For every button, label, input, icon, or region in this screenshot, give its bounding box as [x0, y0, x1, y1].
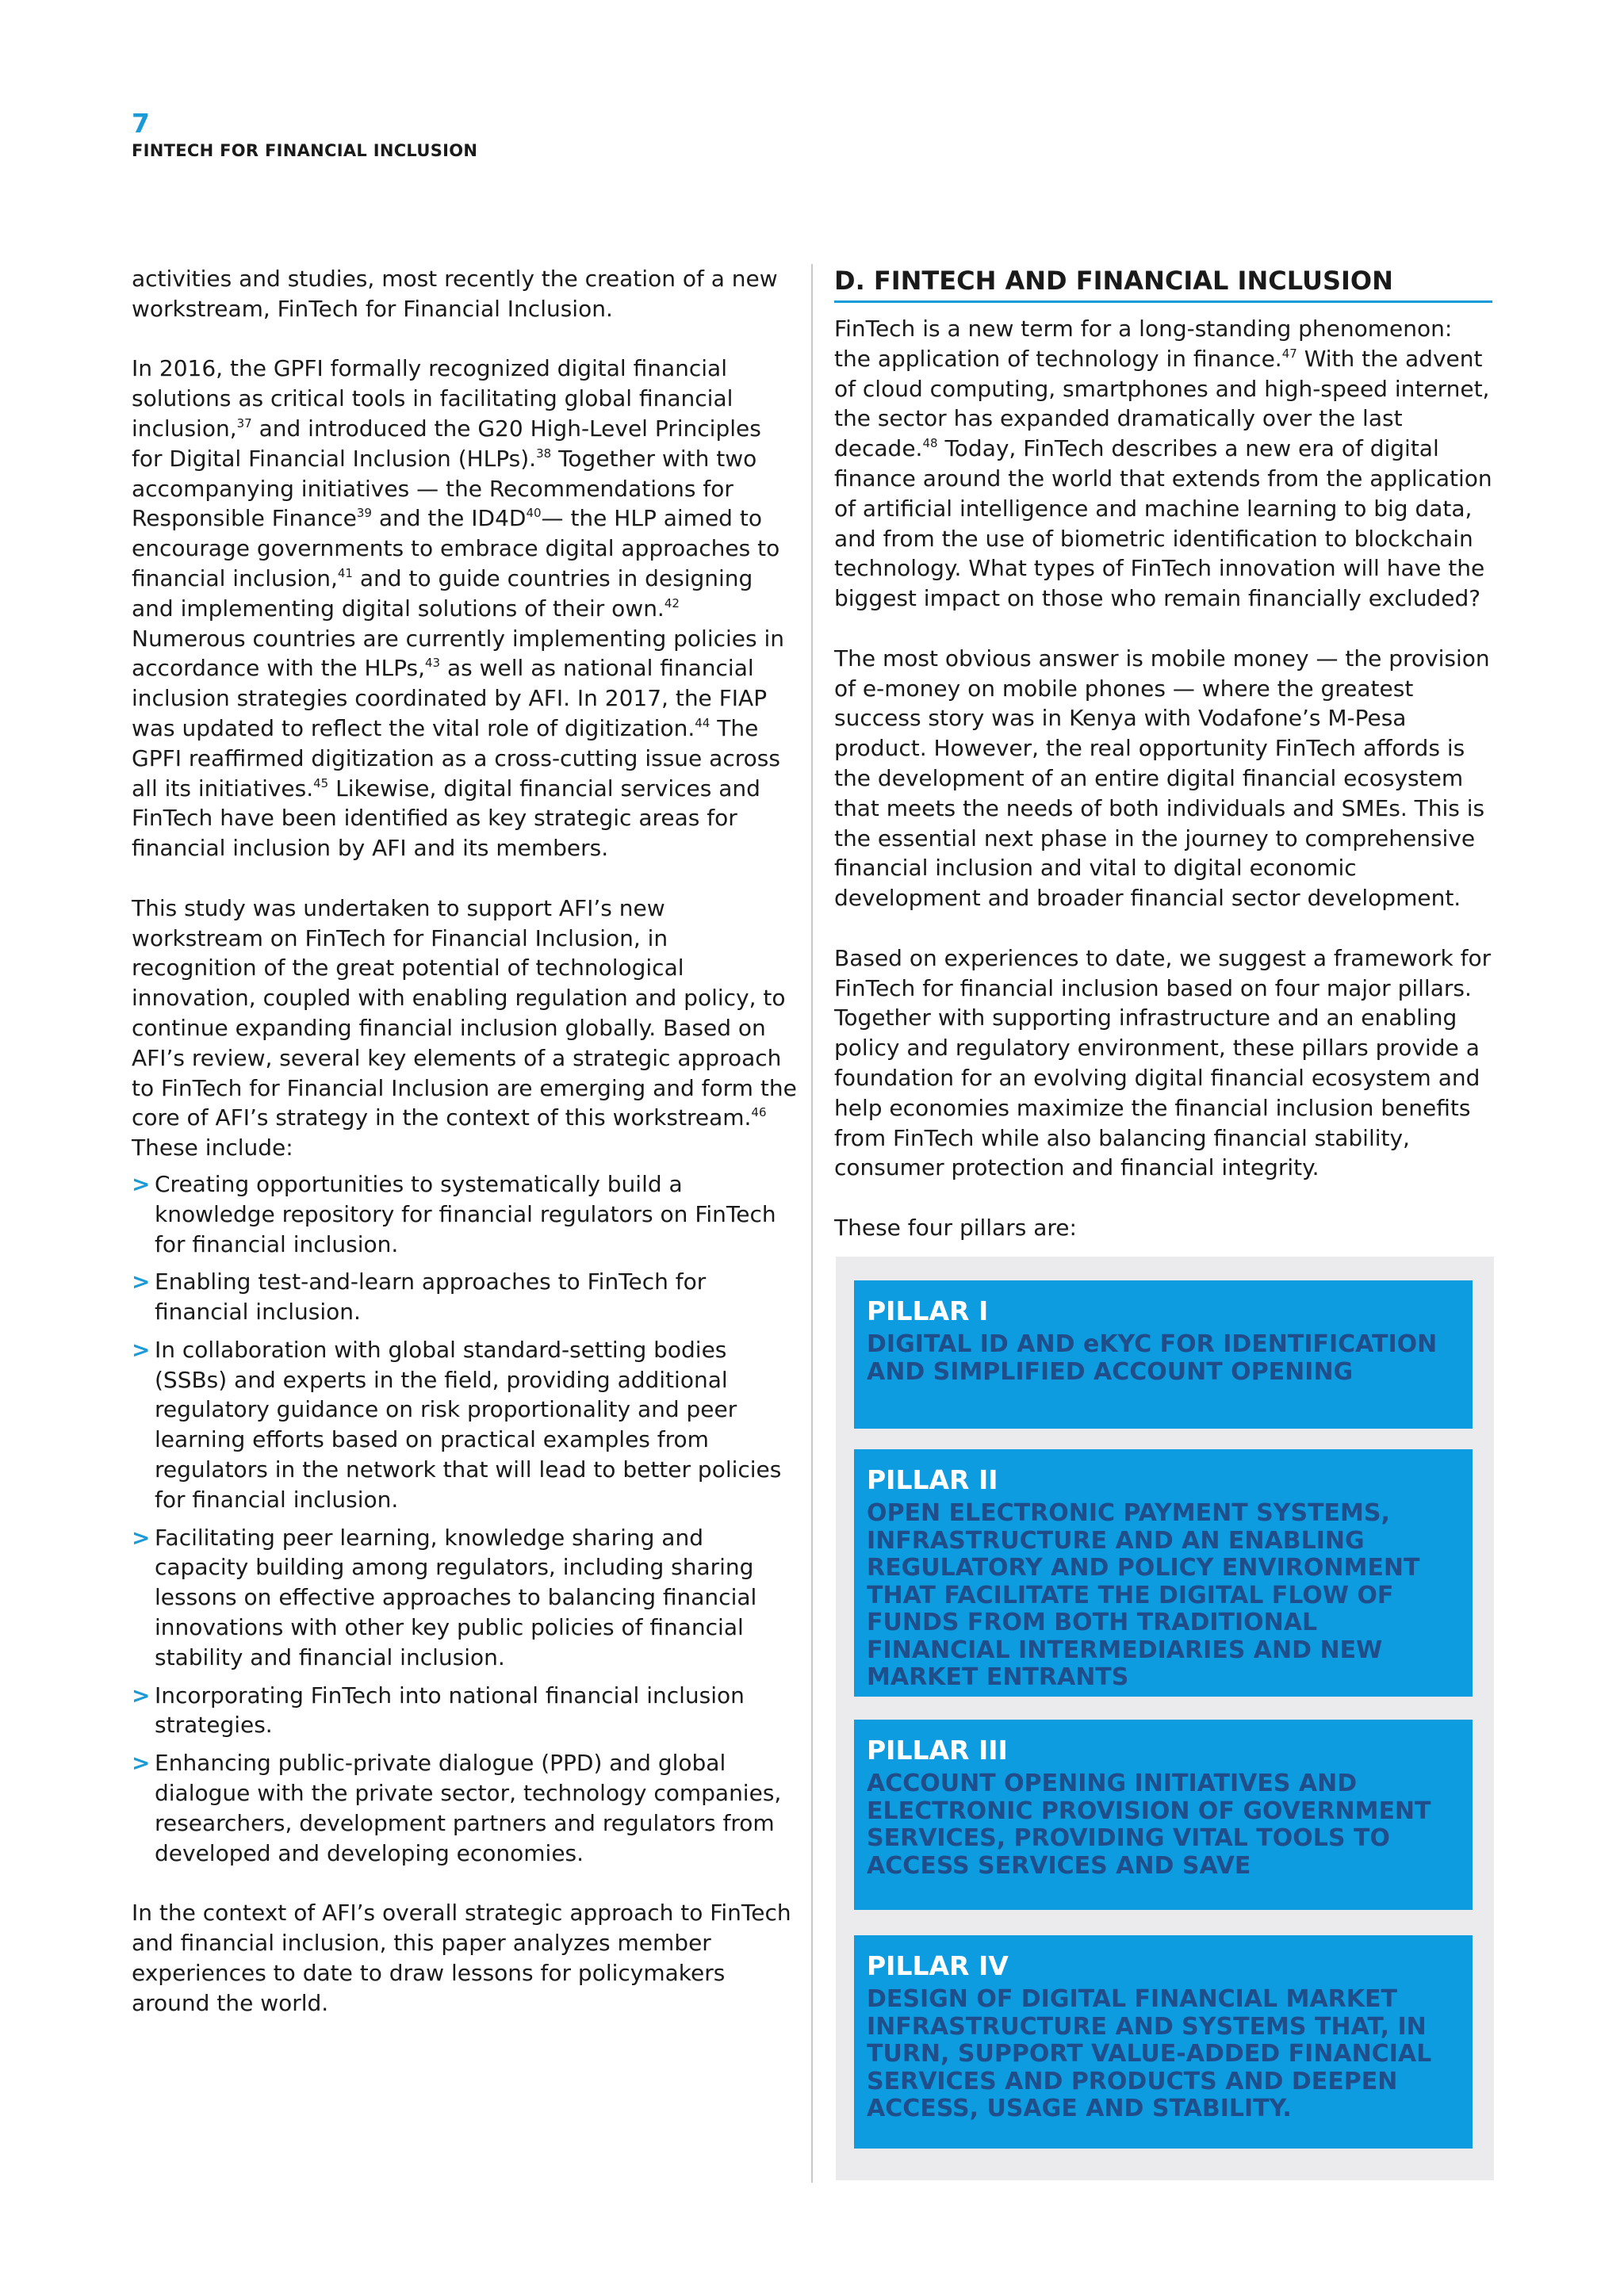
- pillar-label: PILLAR IV: [867, 1950, 1009, 1981]
- pillar-title: ACCOUNT OPENING INITIATIVES AND ELECTRONIC PROVISION OF GOVERNMENT SERVICES, PROVIDING VITAL TOOLS TO ACCESS SERVICES AND SAVE: [867, 1770, 1431, 1880]
- left-paragraph-2: In 2016, the GPFI formally recognized digital financial solutions as critical tools in facilitating global financial inclusion,$^{37}$ and introduced the G20 High-Level Principles for Digital Financial Inclusion (HLPs).$^{38}$ Together with two accompanying initiatives — the Recommendations for Responsible Finance$^{39}$ and the $ID4D^{40}—$ the HLP aimed to encourage governments to embrace digital approaches to financial inclusion,$^{41}$ and to guide countries in designing and implementing digital solutions of their own.$^{42}$ Numerous countries are currently implementing policies in accordance with the HLPs,$^{43}$ as well as national financial inclusion strategies coordinated by AFI. In 2017, the FIAP was updated to reflect the vital role of digitization.$^{44}$ The GPFI reaffirmed digitization as a cross-cutting issue across all its initiatives.$^{45}$ Likewise, digital financial services and FinTech have been identified as key strategic areas for financial inclusion by AFI and its members.: [132, 355, 785, 862]
- list-item: > Enabling test-and-learn approaches to FinTech for financial inclusion.: [132, 1269, 707, 1326]
- footnote-ref: 41: [337, 565, 353, 580]
- list-item: > In collaboration with global standard-setting bodies (SSBs) and experts in the field, providing additional regulatory guidance on risk proportionality and peer learning efforts based on practical examples from regulators in the network that will lead to better policies for financial inclusion.: [132, 1336, 782, 1513]
- right-paragraph-1: FinTech is a new term for a long-standing phenomenon: the application of technology in finance.$^{47}$ With the advent of cloud computing, smartphones and high-speed internet, the sector has expanded dramatically over the last decade.$^{48}$ Today, FinTech describes a new era of digital finance around the world that extends from the application of artificial intelligence and machine learning to big data, and from the use of biometric identification to blockchain technology. What types of FinTech innovation will have the biggest impact on those who remain financially excluded?: [834, 316, 1492, 612]
- footnote-ref: 43: [425, 656, 441, 671]
- chevron-right-icon: >: [132, 1170, 151, 1197]
- footnote-ref: 48: [922, 436, 938, 451]
- list-item: > Creating opportunities to systematically build a knowledge repository for financial regulators on FinTech for financial inclusion.: [132, 1170, 776, 1257]
- right-paragraph-2: The most obvious answer is mobile money — the provision of e-money on mobile phones — where the greatest success story was in Kenya with Vodafone’s M-Pesa product. However, the real opportunity FinTech affords is the development of an entire digital financial ecosystem that meets the needs of both individuals and SMEs. This is the essential next phase in the journey to comprehensive financial inclusion and vital to digital economic development and broader financial sector development.: [834, 645, 1490, 912]
- footnote-ref: 39: [356, 506, 372, 521]
- footnote-ref: 47: [1281, 346, 1297, 361]
- pillar-box: [854, 1935, 1473, 2149]
- page-number: 7: [132, 108, 150, 139]
- footnote-ref: 37: [236, 415, 252, 430]
- running-title: FINTECH FOR FINANCIAL INCLUSION: [132, 141, 478, 160]
- chevron-right-icon: >: [132, 1524, 151, 1551]
- pillar-label: PILLAR I: [867, 1295, 989, 1326]
- left-column: [132, 264, 798, 2048]
- chevron-right-icon: >: [132, 1750, 151, 1777]
- footnote-ref: 45: [313, 775, 329, 790]
- pillars-panel: [836, 1257, 1494, 2180]
- pillar-box: [854, 1280, 1473, 1429]
- pillar-label: PILLAR II: [867, 1464, 998, 1495]
- footnote-ref: 46: [751, 1105, 767, 1120]
- footnote-ref: 44: [695, 715, 710, 730]
- pillar-title: OPEN ELECTRONIC PAYMENT SYSTEMS, INFRASTRUCTURE AND AN ENABLING REGULATORY AND POLICY ENVIRONMENT THAT FACILITATE THE DIGITAL FLOW OF FUNDS FROM BOTH TRADITIONAL FINANCIAL INTERMEDIARIES AND NEW MARKET ENTRANTS: [867, 1499, 1420, 1691]
- right-paragraph-3: Based on experiences to date, we suggest a framework for FinTech for financial inclusion based on four major pillars. Together with supporting infrastructure and an enabling policy and regulatory environment, these pillars provide a foundation for an evolving digital financial ecosystem and help economies maximize the financial inclusion benefits from FinTech while also balancing financial stability, consumer protection and financial integrity.: [834, 944, 1492, 1181]
- footnote-ref: 38: [536, 446, 552, 461]
- footnote-ref: 42: [664, 595, 680, 610]
- pillar-box: [854, 1449, 1473, 1697]
- chevron-right-icon: >: [132, 1269, 151, 1295]
- right-paragraph-4: These four pillars are:: [834, 1214, 1077, 1241]
- pillar-box: [854, 1720, 1473, 1910]
- chevron-right-icon: >: [132, 1336, 151, 1363]
- pillar-title: DESIGN OF DIGITAL FINANCIAL MARKET INFRASTRUCTURE AND SYSTEMS THAT, IN TURN, SUPPORT VALUE-ADDED FINANCIAL SERVICES AND PRODUCTS AND DEEPEN ACCESS, USAGE AND STABILITY.: [867, 1985, 1432, 2122]
- pillar-label: PILLAR III: [867, 1735, 1008, 1766]
- key-elements-list: [132, 1169, 798, 1869]
- column-divider: [811, 264, 813, 2183]
- footnote-ref: 40: [526, 506, 542, 521]
- left-paragraph-1: activities and studies, most recently the creation of a new workstream, FinTech for Financial Inclusion.: [132, 266, 778, 322]
- pillar-title: DIGITAL ID AND eKYC FOR IDENTIFICATION AND SIMPLIFIED ACCOUNT OPENING: [867, 1330, 1438, 1386]
- list-item: > Incorporating FinTech into national financial inclusion strategies.: [132, 1682, 745, 1739]
- left-paragraph-4: In the context of AFI’s overall strategic approach to FinTech and financial inclusion, this paper analyzes member experiences to date to draw lessons for policymakers around the world.: [132, 1900, 791, 2016]
- list-item: > Enhancing public-private dialogue (PPD) and global dialogue with the private sector, technology companies, researchers, development partners and regulators from developed and developing economies.: [132, 1750, 782, 1866]
- section-heading: D. FINTECH AND FINANCIAL INCLUSION: [834, 264, 1492, 303]
- chevron-right-icon: >: [132, 1682, 151, 1709]
- list-item: > Facilitating peer learning, knowledge sharing and capacity building among regulators, including sharing lessons on effective approaches to balancing financial innovations with other key public policies of financial stability and financial inclusion.: [132, 1524, 757, 1670]
- right-column: [834, 264, 1492, 1273]
- left-paragraph-3: This study was undertaken to support AFI’s new workstream on FinTech for Financial Inclusion, in recognition of the great potential of technological innovation, coupled with enabling regulation and policy, to continue expanding financial inclusion globally. Based on AFI’s review, several key elements of a strategic approach to FinTech for Financial Inclusion are emerging and form the core of AFI’s strategy in the context of this workstream.$^{46}$ These include:: [132, 894, 797, 1161]
